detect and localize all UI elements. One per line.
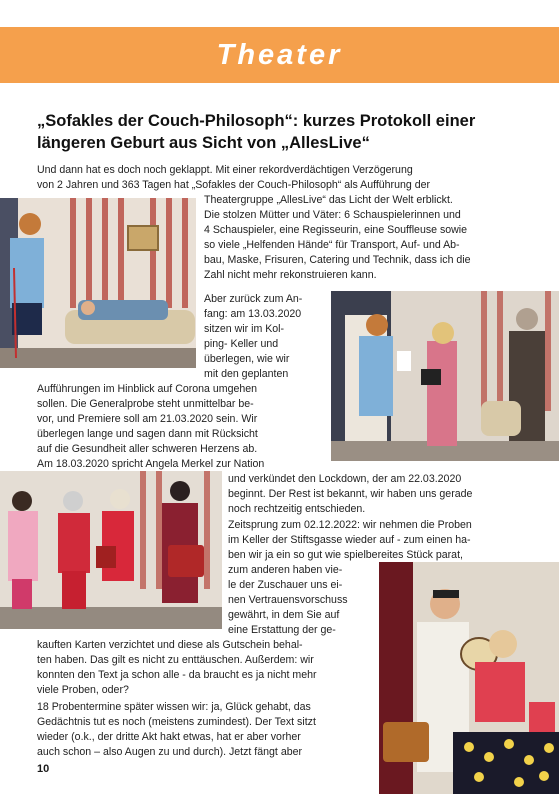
stage-photo-1 [0, 198, 196, 368]
paragraph-1-wrap [204, 193, 522, 283]
text-line: Zeitsprung zum 02.12.2022: wir nehmen die Proben [228, 519, 472, 531]
stage-photo-3 [0, 471, 222, 629]
text-line: Die stolzen Mütter und Väter: 6 Schauspielerinnen und [204, 209, 461, 221]
text-line: mit den geplanten [204, 368, 289, 380]
text-line: Zahl nicht mehr rekonstruieren kann. [204, 269, 377, 281]
paragraph-2-mid [37, 382, 324, 472]
text-line: kauften Karten verzichtet und diese als Gutschein behal- [37, 639, 303, 651]
text-line: Theatergruppe „AllesLive“ das Licht der Welt erblickt. [204, 194, 453, 206]
paragraph-2-end [228, 472, 522, 517]
text-line: ping- Keller und [204, 338, 279, 350]
text-line: sollen. Die Generalprobe steht unmittelbar be- [37, 398, 254, 410]
text-line: gewährt, in dem Sie auf [228, 609, 340, 621]
text-line: sitzen wir im Kol- [204, 323, 285, 335]
page-number: 10 [37, 763, 50, 775]
text-line: fang: am 13.03.2020 [204, 308, 302, 320]
headline-line: „Sofakles der Couch-Philosoph“: kurzes Protokoll einer [37, 112, 476, 130]
text-line: so viele „Helfenden Hände“ für Transport, Auf- und Ab- [204, 239, 460, 251]
article-headline [37, 110, 507, 154]
paragraph-2-narrow [204, 292, 324, 382]
text-line: bau, Maske, Frisuren, Catering und Technik, dass ich die [204, 254, 471, 266]
text-line: auf die Gesundheit aller schweren Herzens ab. [37, 443, 258, 455]
text-line: le der Zuschauer uns ei- [228, 579, 343, 591]
text-line: wieder (o.k., der dritte Akt hakt etwas, hat er aber vorher [37, 731, 301, 743]
text-line: überlegen, wie wir [204, 353, 290, 365]
text-line: konnten den Text ja schon alle - da braucht es ja nicht mehr [37, 669, 317, 681]
text-line: und verkündet den Lockdown, der am 22.03.2020 [228, 473, 462, 485]
stage-photo-2 [331, 291, 559, 461]
paragraph-3-end [37, 638, 373, 698]
text-line: Gedächtnis tut es noch (meistens zumindest). Der Text sitzt [37, 716, 316, 728]
text-line: ten haben. Das gilt es nicht zu enttäuschen. Außerdem: wir [37, 654, 314, 666]
text-line: ben wir ja ein so gut wie spielbereites Stück parat, [228, 549, 463, 561]
text-line: Und dann hat es doch noch geklappt. Mit einer rekordverdächtigen Verzögerung [37, 164, 413, 176]
text-line: viele Proben, oder? [37, 684, 129, 696]
paragraph-3-top [228, 518, 522, 563]
headline-line: längeren Geburt aus Sicht von „AllesLive“ [37, 134, 370, 152]
text-line: Aber zurück zum An- [204, 293, 303, 305]
text-line: im Keller der Stiftsgasse wieder auf - zum einen ha- [228, 534, 471, 546]
paragraph-1-top [37, 163, 522, 193]
stage-photo-4 [379, 562, 559, 794]
text-line: nen Vertrauensvorschuss [228, 594, 348, 606]
paragraph-3-narrow [228, 563, 373, 638]
text-line: Aufführungen im Hinblick auf Corona umgehen [37, 383, 258, 395]
text-line: eine Erstattung der ge- [228, 624, 336, 636]
text-line: 18 Probentermine später wissen wir: ja, Glück gehabt, das [37, 701, 311, 713]
paragraph-4 [37, 700, 373, 760]
text-line: überlegen lange und sagen dann mit Rücksicht [37, 428, 258, 440]
text-line: beginnt. Der Rest ist bekannt, wir haben uns gerade [228, 488, 473, 500]
text-line: noch rechtzeitig entschieden. [228, 503, 366, 515]
text-line: 4 Schauspieler, eine Regisseurin, eine Souffleuse sowie [204, 224, 468, 236]
text-line: von 2 Jahren und 363 Tagen hat „Sofakles der Couch-Philosoph“ als Aufführung der [37, 179, 431, 191]
text-line: vor, und Premiere soll am 21.03.2020 sein. Wir [37, 413, 258, 425]
text-line: auch schon – also Augen zu und durch). Jetzt fängt aber [37, 746, 303, 758]
text-line: Am 18.03.2020 spricht Angela Merkel zur Nation [37, 458, 265, 470]
section-title: Theater [216, 39, 343, 71]
text-line: zum anderen haben vie- [228, 564, 343, 576]
section-banner [0, 27, 559, 83]
